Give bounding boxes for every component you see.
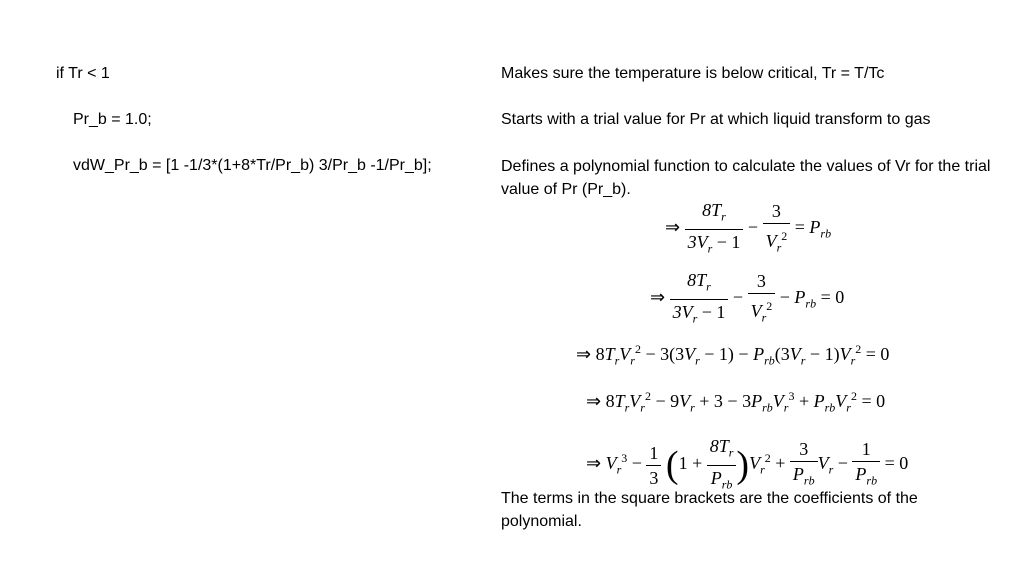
code-line-vdw-pr-b: vdW_Pr_b = [1 -1/3*(1+8*Tr/Pr_b) 3/Pr_b -1/Pr_b];	[73, 157, 432, 174]
equation-2: ⇒ $\frac{8T_r}{3V_r - 1}$ − $\frac{3}{V_r^2}$ − $P_{rb} = 0$	[650, 268, 844, 330]
equation-3: ⇒ $8T_rV_r^2 - 3(3V_r - 1) - P_{rb}(3V_r - 1)V_r^2 = 0$	[576, 342, 890, 368]
equation-5: ⇒ $V_r^3$ − $\frac{1}{3}$ (1 + $\frac{8T_r}{P_{rb}}$ )$V_r^2$ + $\frac{3}{P_{rb}}$ $V_r$ − $\frac{1}{P_{rb}}$ = 0	[586, 434, 908, 496]
code-line-pr-b: Pr_b = 1.0;	[73, 111, 152, 128]
note-coefficients: The terms in the square brackets are the coefficients of the polynomial.	[501, 490, 918, 530]
equation-1: ⇒ $\frac{8T_r}{3V_r - 1}$ − $\frac{3}{V_r^2}$ = $P_{rb}$	[665, 198, 831, 260]
equation-4: ⇒ $8T_rV_r^2 - 9V_r + 3 - 3P_{rb}V_r^3 + P_{rb}V_r^2 = 0$	[586, 389, 886, 415]
code-line-if: if Tr < 1	[56, 65, 110, 82]
note-temperature: Makes sure the temperature is below critical, Tr = T/Tc	[501, 65, 885, 82]
note-polynomial-function: Defines a polynomial function to calculate the values of Vr for the trial value of Pr (Pr_b).	[501, 158, 991, 198]
note-trial-value: Starts with a trial value for Pr at which liquid transform to gas	[501, 111, 931, 128]
